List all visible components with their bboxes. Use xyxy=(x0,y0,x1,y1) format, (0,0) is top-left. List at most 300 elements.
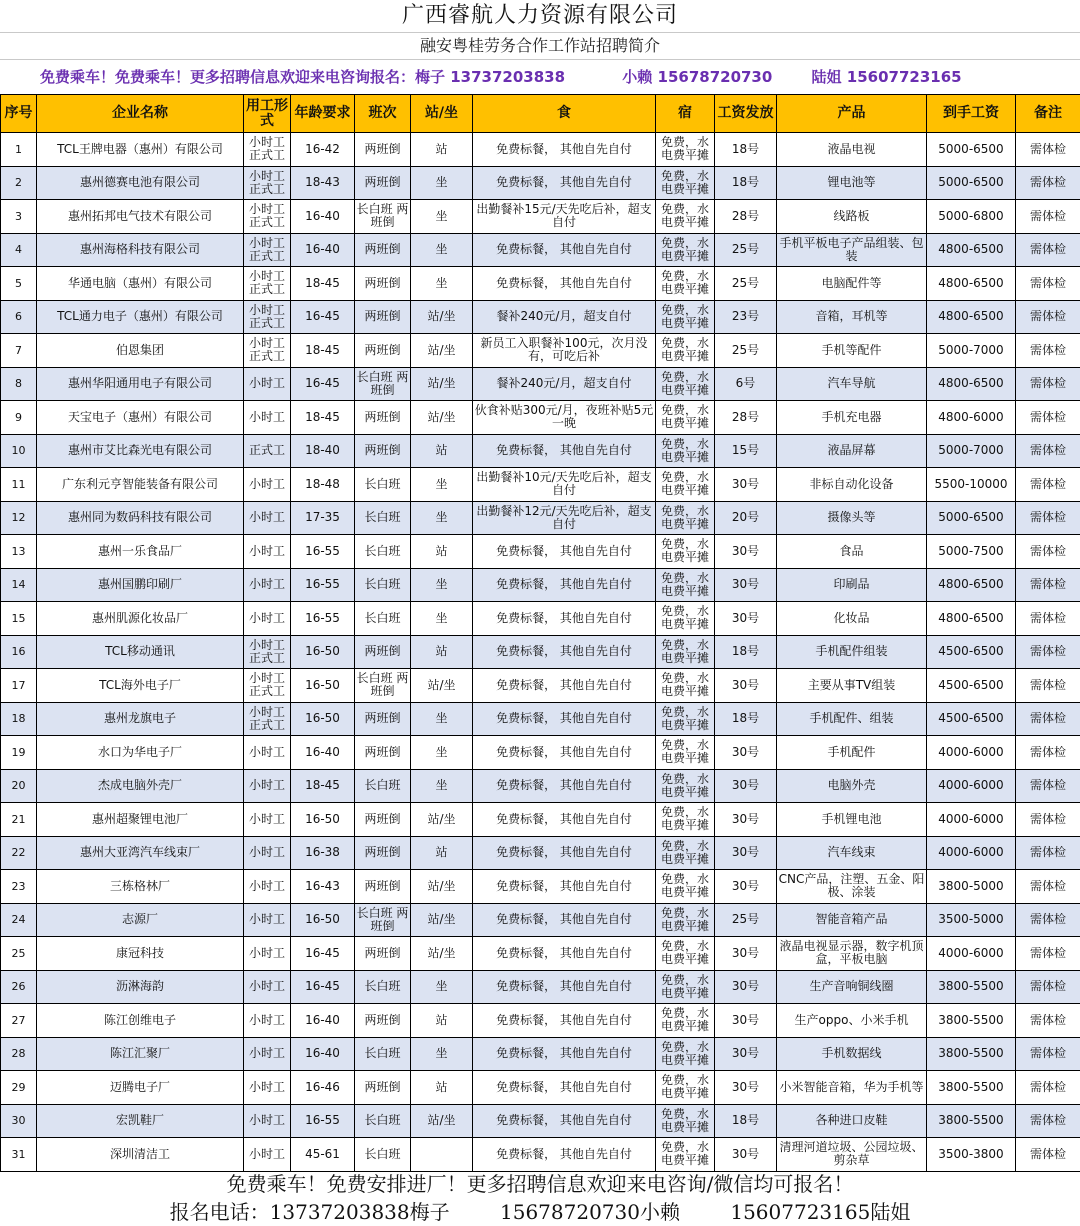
table-cell: 免费，水电费平摊 xyxy=(656,635,715,669)
table-cell: 三栋格林厂 xyxy=(37,870,244,904)
table-cell: 免费，水电费平摊 xyxy=(656,803,715,837)
table-row xyxy=(1,903,1080,937)
table-cell: 摄像头等 xyxy=(777,501,927,535)
table-cell: 17-35 xyxy=(291,501,355,535)
table-cell: 惠州国鹏印刷厂 xyxy=(37,568,244,602)
table-cell: 长白班 两班倒 xyxy=(355,200,411,234)
table-cell: 14 xyxy=(1,568,37,602)
table-cell: 16-45 xyxy=(291,970,355,1004)
table-cell: 30号 xyxy=(715,836,777,870)
table-cell: 两班倒 xyxy=(355,133,411,167)
table-cell: 两班倒 xyxy=(355,736,411,770)
table-cell: 16-50 xyxy=(291,803,355,837)
table-row xyxy=(1,937,1080,971)
table-row xyxy=(1,602,1080,636)
table-cell: 惠州超聚锂电池厂 xyxy=(37,803,244,837)
table-cell: 需体检 xyxy=(1016,401,1080,435)
table-cell: 16-55 xyxy=(291,568,355,602)
table-row xyxy=(1,568,1080,602)
table-cell: 长白班 xyxy=(355,501,411,535)
table-cell: 4800-6500 xyxy=(927,300,1016,334)
table-cell: 小时工 xyxy=(244,501,291,535)
table-cell: 16-55 xyxy=(291,535,355,569)
table-cell: 站/坐 xyxy=(411,334,473,368)
table-cell: 主要从事TV组装 xyxy=(777,669,927,703)
table-cell: 需体检 xyxy=(1016,769,1080,803)
table-cell: 16-50 xyxy=(291,669,355,703)
table-cell: 坐 xyxy=(411,769,473,803)
table-cell: 16-50 xyxy=(291,903,355,937)
table-cell: 需体检 xyxy=(1016,166,1080,200)
table-cell: 站/坐 xyxy=(411,803,473,837)
table-cell: 30号 xyxy=(715,970,777,1004)
table-cell: 长白班 两班倒 xyxy=(355,903,411,937)
column-header: 企业名称 xyxy=(37,95,244,133)
table-row xyxy=(1,970,1080,1004)
table-cell: 小时工 xyxy=(244,803,291,837)
contact-lujie: 陆姐 15607723165 xyxy=(811,68,962,86)
table-cell: 站/坐 xyxy=(411,937,473,971)
table-cell: 16-42 xyxy=(291,133,355,167)
table-cell: 坐 xyxy=(411,970,473,1004)
table-cell: 手机锂电池 xyxy=(777,803,927,837)
page-title: 广西睿航人力资源有限公司 xyxy=(0,0,1080,33)
table-cell: 需体检 xyxy=(1016,133,1080,167)
table-cell: 30号 xyxy=(715,803,777,837)
table-cell: 免费标餐， 其他自先自付 xyxy=(473,803,656,837)
table-cell: 18 xyxy=(1,702,37,736)
table-cell: 16-40 xyxy=(291,233,355,267)
table-cell: 5000-6500 xyxy=(927,166,1016,200)
table-row xyxy=(1,1104,1080,1138)
table-cell: 两班倒 xyxy=(355,233,411,267)
table-cell: 免费，水电费平摊 xyxy=(656,300,715,334)
table-cell: 新员工入职餐补100元，次月没有，可吃后补 xyxy=(473,334,656,368)
table-cell: 30号 xyxy=(715,568,777,602)
table-cell: 液晶屏幕 xyxy=(777,434,927,468)
table-cell: 小时工 xyxy=(244,937,291,971)
table-cell: 22 xyxy=(1,836,37,870)
table-row xyxy=(1,870,1080,904)
table-cell: 免费标餐， 其他自先自付 xyxy=(473,267,656,301)
table-cell: 免费，水电费平摊 xyxy=(656,1004,715,1038)
table-cell: 16-45 xyxy=(291,937,355,971)
table-cell: 站/坐 xyxy=(411,903,473,937)
table-row xyxy=(1,1004,1080,1038)
table-cell: 16-55 xyxy=(291,1104,355,1138)
table-cell: 生产音响铜线圈 xyxy=(777,970,927,1004)
table-cell: 站 xyxy=(411,1004,473,1038)
table-cell: 12 xyxy=(1,501,37,535)
table-cell: 天宝电子（惠州）有限公司 xyxy=(37,401,244,435)
table-cell: 15 xyxy=(1,602,37,636)
table-cell: 锂电池等 xyxy=(777,166,927,200)
table-row xyxy=(1,1037,1080,1071)
table-cell: 坐 xyxy=(411,233,473,267)
table-cell: 免费，水电费平摊 xyxy=(656,970,715,1004)
table-cell: 18号 xyxy=(715,1104,777,1138)
table-cell: 需体检 xyxy=(1016,937,1080,971)
table-cell: 深圳清洁工 xyxy=(37,1138,244,1172)
table-cell: 16-40 xyxy=(291,200,355,234)
table-cell: 23号 xyxy=(715,300,777,334)
table-cell: 小时工 正式工 xyxy=(244,200,291,234)
table-cell: 伯恩集团 xyxy=(37,334,244,368)
table-cell: TCL海外电子厂 xyxy=(37,669,244,703)
table-cell: 需体检 xyxy=(1016,568,1080,602)
table-cell: 30号 xyxy=(715,769,777,803)
table-cell: 两班倒 xyxy=(355,166,411,200)
table-cell: 小时工 正式工 xyxy=(244,133,291,167)
table-row xyxy=(1,702,1080,736)
table-cell: 20 xyxy=(1,769,37,803)
table-cell: 5000-6500 xyxy=(927,133,1016,167)
table-cell: 4800-6500 xyxy=(927,568,1016,602)
table-cell: 需体检 xyxy=(1016,803,1080,837)
table-cell: 10 xyxy=(1,434,37,468)
table-cell: 4500-6500 xyxy=(927,635,1016,669)
table-cell: 3500-5000 xyxy=(927,903,1016,937)
table-cell: 出勤餐补10元/天先吃后补，超支自付 xyxy=(473,468,656,502)
table-cell: 免费，水电费平摊 xyxy=(656,434,715,468)
table-cell: 两班倒 xyxy=(355,334,411,368)
table-cell: 免费，水电费平摊 xyxy=(656,602,715,636)
table-cell: 免费，水电费平摊 xyxy=(656,401,715,435)
table-row xyxy=(1,535,1080,569)
table-cell: 20号 xyxy=(715,501,777,535)
table-row xyxy=(1,401,1080,435)
table-cell: 30号 xyxy=(715,1071,777,1105)
table-cell: 6 xyxy=(1,300,37,334)
table-cell: 31 xyxy=(1,1138,37,1172)
table-cell: 小时工 正式工 xyxy=(244,300,291,334)
table-cell: 餐补240元/月，超支自付 xyxy=(473,367,656,401)
table-cell: 23 xyxy=(1,870,37,904)
table-cell: 小时工 正式工 xyxy=(244,334,291,368)
table-cell: 小时工 xyxy=(244,468,291,502)
column-header: 产品 xyxy=(777,95,927,133)
table-cell: 免费标餐， 其他自先自付 xyxy=(473,434,656,468)
table-cell: 汽车线束 xyxy=(777,836,927,870)
table-cell: 小时工 xyxy=(244,736,291,770)
table-cell: 免费，水电费平摊 xyxy=(656,736,715,770)
table-row xyxy=(1,267,1080,301)
table-cell: 免费标餐， 其他自先自付 xyxy=(473,970,656,1004)
table-cell: 28号 xyxy=(715,200,777,234)
table-cell: 汽车导航 xyxy=(777,367,927,401)
table-cell: 小时工 xyxy=(244,1071,291,1105)
table-cell: 30号 xyxy=(715,937,777,971)
table-cell: 17 xyxy=(1,669,37,703)
table-cell: 2 xyxy=(1,166,37,200)
table-cell: 1 xyxy=(1,133,37,167)
table-cell: 小时工 xyxy=(244,367,291,401)
table-cell: 免费标餐， 其他自先自付 xyxy=(473,937,656,971)
table-row xyxy=(1,1138,1080,1172)
table-cell: 化妆品 xyxy=(777,602,927,636)
table-cell: 出勤餐补12元/天先吃后补，超支自付 xyxy=(473,501,656,535)
table-cell: 餐补240元/月，超支自付 xyxy=(473,300,656,334)
table-cell: 5000-6800 xyxy=(927,200,1016,234)
table-cell: 免费，水电费平摊 xyxy=(656,1104,715,1138)
table-cell: 18-45 xyxy=(291,769,355,803)
table-cell: 27 xyxy=(1,1004,37,1038)
table-cell: 生产oppo、小米手机 xyxy=(777,1004,927,1038)
table-cell: TCL通力电子（惠州）有限公司 xyxy=(37,300,244,334)
table-cell: 小时工 xyxy=(244,970,291,1004)
table-cell: 各种进口皮鞋 xyxy=(777,1104,927,1138)
page-subtitle: 融安粤桂劳务合作工作站招聘简介 xyxy=(0,33,1080,60)
table-row xyxy=(1,736,1080,770)
table-cell: 4000-6000 xyxy=(927,769,1016,803)
contact-xiaolai: 小赖 15678720730 xyxy=(622,68,773,86)
table-cell: 坐 xyxy=(411,702,473,736)
table-cell: 两班倒 xyxy=(355,870,411,904)
table-cell: 18-40 xyxy=(291,434,355,468)
table-cell: 两班倒 xyxy=(355,1004,411,1038)
table-cell: 坐 xyxy=(411,267,473,301)
table-cell: 长白班 xyxy=(355,1138,411,1172)
table-cell: 需体检 xyxy=(1016,836,1080,870)
table-cell: 28 xyxy=(1,1037,37,1071)
table-cell: 智能音箱产品 xyxy=(777,903,927,937)
table-cell: 惠州德赛电池有限公司 xyxy=(37,166,244,200)
table-cell: 18-45 xyxy=(291,334,355,368)
table-row xyxy=(1,468,1080,502)
contact-intro: 免费乘车！免费乘车！更多招聘信息欢迎来电咨询报名：梅子 13737203838 xyxy=(40,68,566,86)
table-cell: 需体检 xyxy=(1016,736,1080,770)
table-cell: 免费，水电费平摊 xyxy=(656,568,715,602)
table-cell: 音箱，耳机等 xyxy=(777,300,927,334)
table-cell: 3500-3800 xyxy=(927,1138,1016,1172)
table-cell: 29 xyxy=(1,1071,37,1105)
table-cell: TCL移动通讯 xyxy=(37,635,244,669)
table-cell: 免费，水电费平摊 xyxy=(656,367,715,401)
table-cell: 3800-5500 xyxy=(927,1104,1016,1138)
table-cell: 16-38 xyxy=(291,836,355,870)
table-cell: 站 xyxy=(411,836,473,870)
table-cell: 4800-6500 xyxy=(927,267,1016,301)
table-cell: 3800-5500 xyxy=(927,1004,1016,1038)
table-cell: 沥淋海韵 xyxy=(37,970,244,1004)
table-cell: 坐 xyxy=(411,568,473,602)
table-cell: 惠州龙旗电子 xyxy=(37,702,244,736)
table-row xyxy=(1,635,1080,669)
column-header: 到手工资 xyxy=(927,95,1016,133)
table-cell: 16-46 xyxy=(291,1071,355,1105)
table-cell: 长白班 xyxy=(355,769,411,803)
table-cell: 免费标餐， 其他自先自付 xyxy=(473,669,656,703)
table-cell: 站/坐 xyxy=(411,669,473,703)
table-cell: 小时工 xyxy=(244,769,291,803)
table-row xyxy=(1,803,1080,837)
table-cell: 长白班 xyxy=(355,1037,411,1071)
table-cell: 16-45 xyxy=(291,367,355,401)
table-cell: 4500-6500 xyxy=(927,669,1016,703)
table-cell: 小时工 xyxy=(244,903,291,937)
table-row xyxy=(1,434,1080,468)
table-cell: 华通电脑（惠州）有限公司 xyxy=(37,267,244,301)
table-cell: 18-45 xyxy=(291,401,355,435)
table-cell: 免费，水电费平摊 xyxy=(656,166,715,200)
table-row xyxy=(1,200,1080,234)
table-cell: 两班倒 xyxy=(355,836,411,870)
table-cell: 手机等配件 xyxy=(777,334,927,368)
table-cell: 站/坐 xyxy=(411,870,473,904)
table-cell: 站 xyxy=(411,133,473,167)
table-cell: 需体检 xyxy=(1016,501,1080,535)
table-cell: 惠州拓邦电气技术有限公司 xyxy=(37,200,244,234)
table-cell: 3 xyxy=(1,200,37,234)
table-cell: 手机配件、组装 xyxy=(777,702,927,736)
table-cell: 16-55 xyxy=(291,602,355,636)
table-cell: 长白班 xyxy=(355,535,411,569)
table-cell: 免费标餐， 其他自先自付 xyxy=(473,836,656,870)
table-cell: 广东利元亨智能装备有限公司 xyxy=(37,468,244,502)
table-cell: 免费，水电费平摊 xyxy=(656,870,715,904)
table-cell: 25 xyxy=(1,937,37,971)
table-cell: 5 xyxy=(1,267,37,301)
table-cell: 长白班 xyxy=(355,1104,411,1138)
table-cell: 手机充电器 xyxy=(777,401,927,435)
table-cell: 手机平板电子产品组装、包装 xyxy=(777,233,927,267)
table-cell: 小时工 正式工 xyxy=(244,635,291,669)
table-cell: 24 xyxy=(1,903,37,937)
table-cell: 需体检 xyxy=(1016,300,1080,334)
table-cell: 两班倒 xyxy=(355,267,411,301)
table-cell: 液晶电视显示器，数字机顶盒，平板电脑 xyxy=(777,937,927,971)
column-header: 宿 xyxy=(656,95,715,133)
table-cell: 免费标餐， 其他自先自付 xyxy=(473,133,656,167)
table-cell: 7 xyxy=(1,334,37,368)
table-cell: TCL王牌电器（惠州）有限公司 xyxy=(37,133,244,167)
table-cell: 惠州华阳通用电子有限公司 xyxy=(37,367,244,401)
table-cell: 15号 xyxy=(715,434,777,468)
table-cell: 坐 xyxy=(411,602,473,636)
table-cell: 志源厂 xyxy=(37,903,244,937)
table-cell: 需体检 xyxy=(1016,1037,1080,1071)
table-cell: 5000-6500 xyxy=(927,501,1016,535)
table-cell: 30号 xyxy=(715,1037,777,1071)
table-cell: 4800-6500 xyxy=(927,367,1016,401)
table-row xyxy=(1,1071,1080,1105)
table-cell: 惠州同为数码科技有限公司 xyxy=(37,501,244,535)
table-cell: 需体检 xyxy=(1016,602,1080,636)
table-cell: 电脑配件等 xyxy=(777,267,927,301)
table-cell: 28号 xyxy=(715,401,777,435)
table-cell: 免费标餐， 其他自先自付 xyxy=(473,1037,656,1071)
table-cell: 小时工 xyxy=(244,836,291,870)
table-row xyxy=(1,133,1080,167)
table-cell: 惠州市艾比森光电有限公司 xyxy=(37,434,244,468)
table-cell: 长白班 xyxy=(355,602,411,636)
table-cell: 免费，水电费平摊 xyxy=(656,200,715,234)
table-cell: 小时工 正式工 xyxy=(244,267,291,301)
table-cell: 坐 xyxy=(411,736,473,770)
table-cell: 免费，水电费平摊 xyxy=(656,669,715,703)
table-cell: 长白班 xyxy=(355,468,411,502)
table-cell: 液晶电视 xyxy=(777,133,927,167)
table-cell: 免费标餐， 其他自先自付 xyxy=(473,1104,656,1138)
table-cell: 惠州肌源化妆品厂 xyxy=(37,602,244,636)
table-cell: 两班倒 xyxy=(355,937,411,971)
table-cell: 免费标餐， 其他自先自付 xyxy=(473,702,656,736)
table-cell: CNC产品，注塑、五金、阳极、涂装 xyxy=(777,870,927,904)
table-cell: 电脑外壳 xyxy=(777,769,927,803)
table-cell: 站 xyxy=(411,635,473,669)
table-cell: 伙食补贴300元/月，夜班补贴5元一晚 xyxy=(473,401,656,435)
table-cell: 16-40 xyxy=(291,1004,355,1038)
table-cell: 免费，水电费平摊 xyxy=(656,769,715,803)
table-cell: 18-43 xyxy=(291,166,355,200)
table-cell: 免费，水电费平摊 xyxy=(656,836,715,870)
table-cell: 小时工 正式工 xyxy=(244,233,291,267)
table-cell: 16-40 xyxy=(291,736,355,770)
table-header-row xyxy=(1,95,1080,133)
table-cell: 30号 xyxy=(715,535,777,569)
table-cell: 25号 xyxy=(715,903,777,937)
table-cell: 两班倒 xyxy=(355,702,411,736)
table-cell: 小时工 xyxy=(244,1004,291,1038)
table-cell: 线路板 xyxy=(777,200,927,234)
table-cell: 需体检 xyxy=(1016,200,1080,234)
footer-phone-meizi: 报名电话：13737203838梅子 xyxy=(169,1200,450,1224)
table-cell: 小时工 xyxy=(244,401,291,435)
table-cell: 小时工 正式工 xyxy=(244,702,291,736)
table-cell: 30 xyxy=(1,1104,37,1138)
table-cell: 小时工 xyxy=(244,1037,291,1071)
table-cell: 小时工 xyxy=(244,568,291,602)
table-cell: 水口为华电子厂 xyxy=(37,736,244,770)
table-cell: 4 xyxy=(1,233,37,267)
table-cell: 站 xyxy=(411,434,473,468)
table-cell: 3800-5500 xyxy=(927,1071,1016,1105)
table-cell: 康冠科技 xyxy=(37,937,244,971)
table-row xyxy=(1,233,1080,267)
table-cell: 30号 xyxy=(715,468,777,502)
table-cell: 18号 xyxy=(715,133,777,167)
table-cell: 需体检 xyxy=(1016,233,1080,267)
table-cell: 印刷品 xyxy=(777,568,927,602)
table-row xyxy=(1,166,1080,200)
table-cell: 站 xyxy=(411,535,473,569)
table-cell: 非标自动化设备 xyxy=(777,468,927,502)
table-cell: 两班倒 xyxy=(355,803,411,837)
table-cell: 惠州一乐食品厂 xyxy=(37,535,244,569)
footer-phone-lujie: 15607723165陆姐 xyxy=(730,1200,911,1224)
table-cell: 需体检 xyxy=(1016,870,1080,904)
table-cell: 免费，水电费平摊 xyxy=(656,233,715,267)
table-cell: 5500-10000 xyxy=(927,468,1016,502)
table-cell: 需体检 xyxy=(1016,702,1080,736)
table-cell: 4800-6500 xyxy=(927,233,1016,267)
table-cell: 5000-7500 xyxy=(927,535,1016,569)
table-cell: 长白班 xyxy=(355,568,411,602)
table-cell: 免费，水电费平摊 xyxy=(656,501,715,535)
table-cell: 25号 xyxy=(715,334,777,368)
table-cell: 小时工 xyxy=(244,1138,291,1172)
table-cell: 小时工 正式工 xyxy=(244,669,291,703)
table-cell: 惠州海格科技有限公司 xyxy=(37,233,244,267)
table-row xyxy=(1,669,1080,703)
table-cell: 坐 xyxy=(411,468,473,502)
table-cell: 免费标餐， 其他自先自付 xyxy=(473,1071,656,1105)
table-cell: 正式工 xyxy=(244,434,291,468)
table-cell: 站/坐 xyxy=(411,401,473,435)
table-cell: 免费，水电费平摊 xyxy=(656,468,715,502)
column-header: 用工形式 xyxy=(244,95,291,133)
table-cell: 陈江创维电子 xyxy=(37,1004,244,1038)
